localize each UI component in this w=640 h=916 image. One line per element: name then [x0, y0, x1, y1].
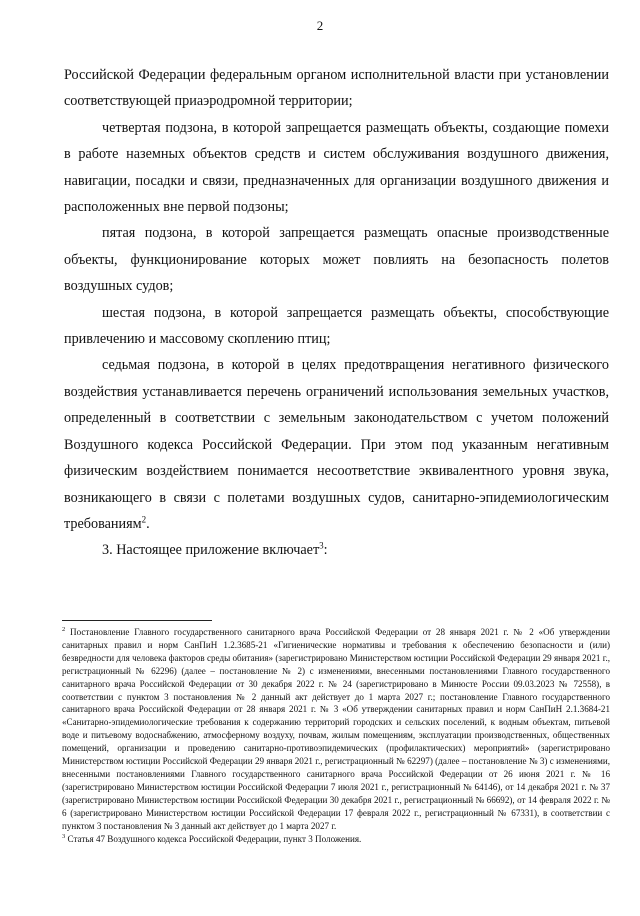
punctuation: : [323, 542, 328, 559]
paragraph-text: четвертая подзона, в которой запрещается размещать объекты, создающие помехи в работе наземных объектов средств и систем обслуживания воздушного движения, навигации, посадки и связи, предназначенных для организации воздушного движения и расположенных вне первой подзоны; [64, 119, 609, 216]
footnote [62, 626, 610, 833]
paragraph [64, 537, 609, 563]
body-text [64, 62, 609, 564]
paragraph-text: Российской Федерации федеральным органом исполнительной власти при установлении соответствующей приаэродромной территории; [64, 67, 609, 110]
footnote-reference[interactable]: 2 [141, 514, 147, 525]
paragraph [64, 62, 609, 115]
paragraph-text: седьмая подзона, в которой в целях предотвращения негативного физического воздействия устанавливается перечень ограничений использования земельных участков, определенный в соответствии с земельным законодательством с учетом положений Воздушного кодекса Российской Федерации. При этом под указанным негативным физическим воздействием понимается несоответствие эквивалентного уровня звука, возникающего в связи с полетами воздушных судов, санитарно-эпидемиологическим требованиям [64, 357, 609, 532]
paragraph [64, 115, 609, 221]
page-number: 2 [316, 18, 324, 33]
paragraph [64, 300, 609, 353]
paragraph-text: пятая подзона, в которой запрещается размещать опасные производственные объекты, функционирование которых может повлиять на безопасность полетов воздушных судов; [64, 225, 609, 295]
footnotes [62, 626, 610, 845]
paragraph [64, 352, 609, 537]
punctuation: . [146, 515, 150, 532]
footnote-separator [62, 620, 212, 621]
footnote-text: Статья 47 Воздушного кодекса Российской Федерации, пункт 3 Положения. [67, 833, 362, 844]
paragraph-text: 3. Настоящее приложение включает [102, 542, 320, 559]
paragraph [64, 220, 609, 299]
paragraph-text: шестая подзона, в которой запрещается размещать объекты, способствующие привлечению и массовому скоплению птиц; [64, 304, 609, 348]
footnote-reference[interactable]: 3 [319, 540, 324, 551]
footnote-marker: 2 [62, 625, 66, 633]
footnote-text: Постановление Главного государственного санитарного врача Российской Федерации от 28 января 2021 г. № 2 «Об утверждении санитарных правил и норм СанПиН 1.2.3685-21 «Гигиенические нормативы и требования к обеспечению безопасности и (или) безвредности для человека факторов среды обитания» (зарегистрировано Министерством юстиции Российской Федерации 29 января 2021 г., регистрационный № 62296) (далее – постановление № 2) с изменениями, внесенными постановлениями Главного государственного санитарного врача Российской Федерации от 30 декабря 2022 г. № 24 (зарегистрировано в Минюсте России 09.03.2023 № 72558), в соответствии с пунктом 3 постановления № 2 данный акт действует до 1 марта 2027 г.; постановление Главного государственного санитарного врача Российской Федерации от 28 января 2021 г. № 3 «Об утверждении санитарных правил и норм СанПиН 2.1.3684-21 «Санитарно-эпидемиологические требования к содержанию территорий городских и сельских поселений, к водным объектам, питьевой воде и питьевому водоснабжению, атмосферному воздуху, почвам, жилым помещениям, эксплуатации производственных, общественных помещений, организации и проведению санитарно-противоэпидемических (профилактических) мероприятий» (зарегистрировано Министерством юстиции Российской Федерации 29 января 2021 г., регистрационный № 62297) (далее – постановление № 3) с изменениями, внесенными постановлениями Главного государственного санитарного врача Российской Федерации от 26 июня 2021 г. № 16 (зарегистрировано Министерством юстиции Российской Федерации 7 июля 2021 г., регистрационный № 64146), от 14 декабря 2021 г. № 37 (зарегистрировано Министерством юстиции Российской Федерации 30 декабря 2021 г., регистрационный № 66692), от 14 февраля 2022 г. № 6 (зарегистрировано Министерством юстиции Российской Федерации 17 февраля 2022 г., регистрационный № 67331), в соответствии с пунктом 3 постановления № 3 данный акт действует до 1 марта 2027 г. [62, 627, 610, 831]
footnote [62, 833, 610, 846]
footnote-marker: 3 [62, 832, 66, 840]
